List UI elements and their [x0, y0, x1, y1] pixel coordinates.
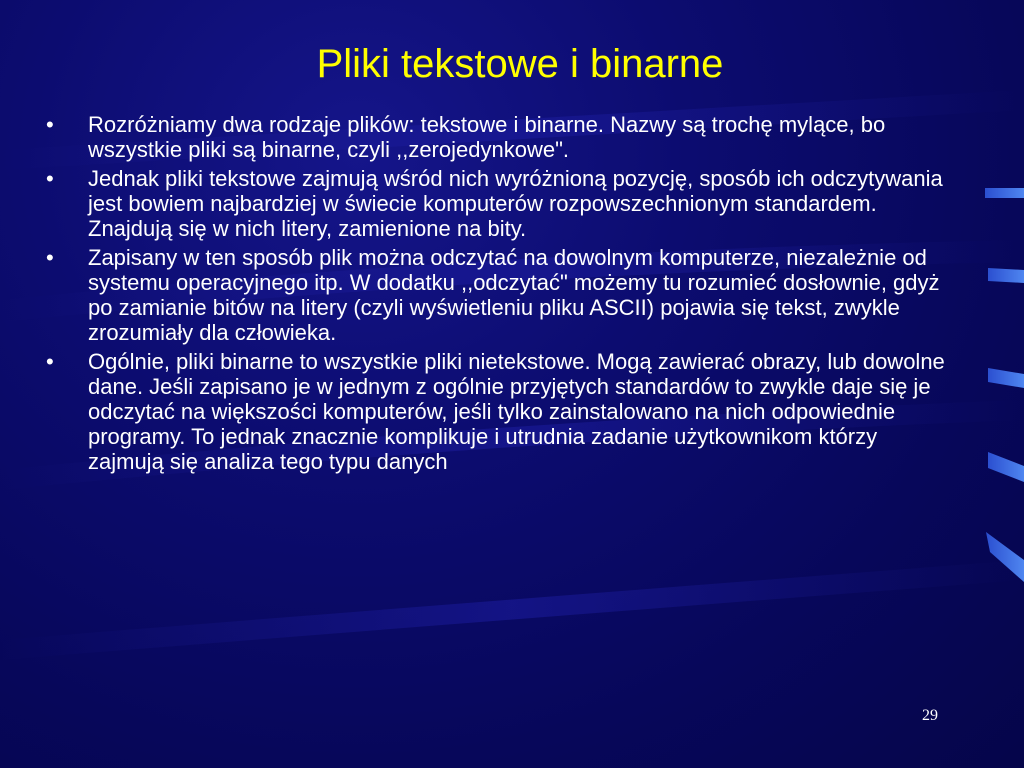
bg-band	[0, 560, 1024, 660]
list-item	[46, 245, 946, 345]
bullet-text: Ogólnie, pliki binarne to wszystkie pliki nietekstowe. Mogą zawierać obrazy, lub dowolne dane. Jeśli zapisano je w jednym z ogólnie przyjętych standardów to zwykle daje się je odczytać na większości komputerów, jeśli tylko zainstalowano na nich odpowiednie programy. To jednak znacznie komplikuje i utrudnia zadanie użytkownikom którzy zajmują się analiza tego typu danych	[88, 349, 945, 474]
accent-stripe	[988, 368, 1024, 388]
accent-stripe	[985, 188, 1024, 198]
bullet-icon: •	[46, 349, 54, 374]
slide-title: Pliki tekstowe i binarne	[316, 42, 724, 86]
accent-stripe	[988, 452, 1024, 482]
bullet-icon: •	[46, 245, 54, 270]
bullet-list	[46, 112, 946, 478]
list-item	[46, 112, 946, 162]
bullet-text: Jednak pliki tekstowe zajmują wśród nich wyróżnioną pozycję, sposób ich odczytywania jest bowiem najbardziej w świecie komputerów rozpowszechnionym standardem. Znajdują się w nich litery, zamienione na bity.	[88, 166, 943, 241]
list-item	[46, 349, 946, 474]
bullet-icon: •	[46, 166, 54, 191]
bullet-icon: •	[46, 112, 54, 137]
bullet-text: Rozróżniamy dwa rodzaje plików: tekstowe i binarne. Nazwy są trochę mylące, bo wszystkie pliki są binarne, czyli ,,zerojedynkowe".	[88, 112, 886, 162]
bullet-text: Zapisany w ten sposób plik można odczytać na dowolnym komputerze, niezależnie od systemu operacyjnego itp. W dodatku ,,odczytać" możemy tu rozumieć dosłownie, gdyż po zamianie bitów na litery (czyli wyświetleniu pliku ASCII) pojawia się tekst, zwykle zrozumiały dla człowieka.	[88, 245, 940, 345]
accent-stripe	[988, 268, 1024, 283]
list-item	[46, 166, 946, 241]
page-number: 29	[922, 707, 938, 724]
